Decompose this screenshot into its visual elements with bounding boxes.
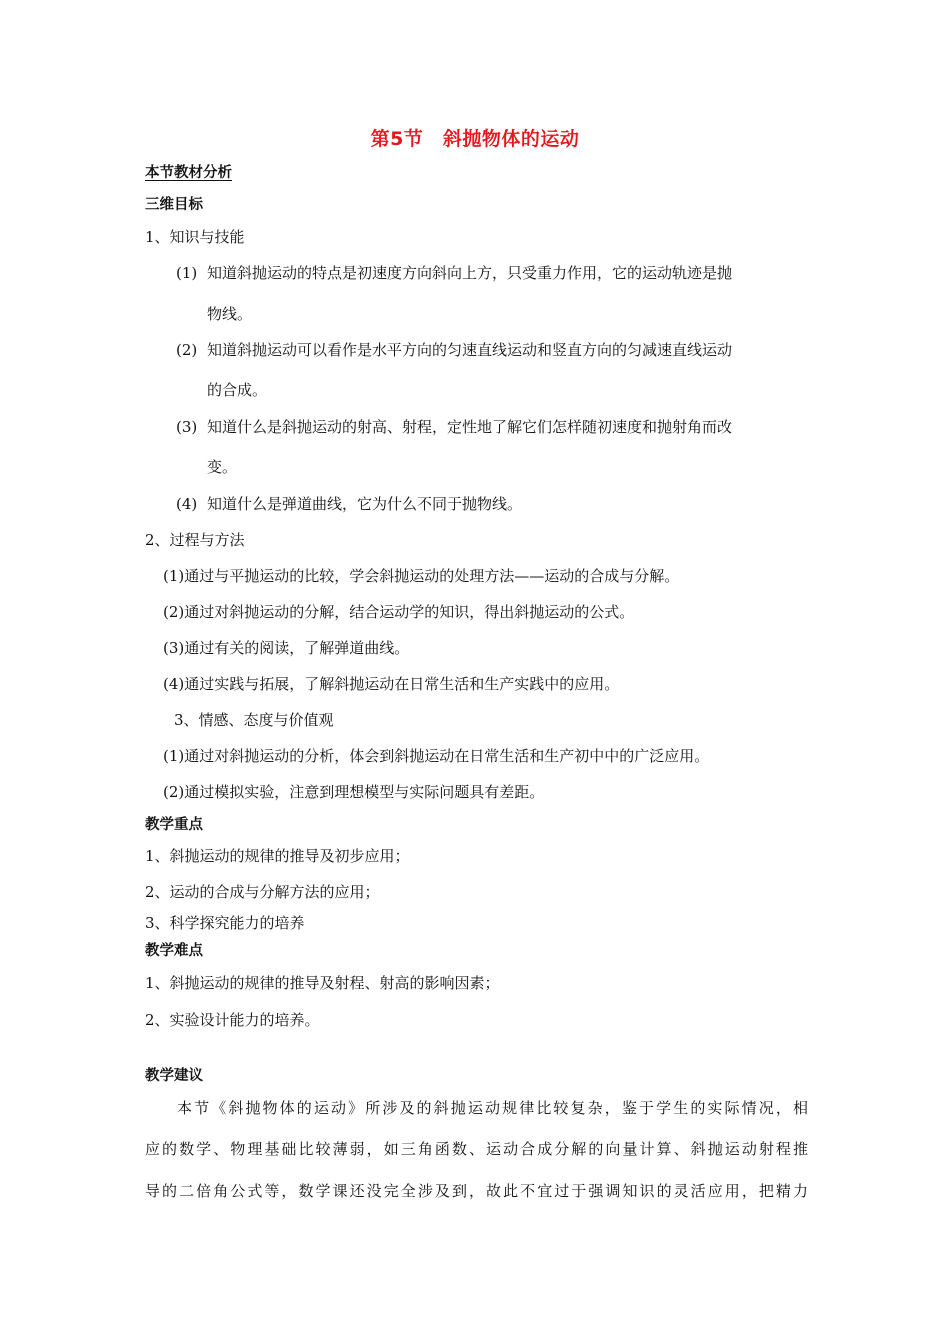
difficult-points-heading: 教学难点 (145, 943, 203, 959)
item-number: (3) (176, 418, 198, 436)
goal1-item-1-cont: 物线。 (207, 305, 253, 323)
goal3-item-2: (2)通过模拟实验，注意到理想模型与实际问题具有差距。 (163, 783, 545, 801)
goal3-item-1: (1)通过对斜抛运动的分析，体会到斜抛运动在日常生活和生产初中中的广泛应用。 (163, 747, 710, 765)
goal1-item-4 (176, 494, 522, 514)
goal2-item-4: (4)通过实践与拓展，了解斜抛运动在日常生活和生产实践中的应用。 (163, 675, 620, 693)
three-goals-heading: 三维目标 (145, 197, 203, 213)
goal2-item-1: (1)通过与平抛运动的比较，学会斜抛运动的处理方法——运动的合成与分解。 (163, 567, 680, 585)
goal2-heading: 2、过程与方法 (145, 531, 245, 549)
goal1-heading: 1、知识与技能 (145, 228, 245, 246)
goal1-item-3-cont: 变。 (207, 458, 238, 476)
goal1-item-3 (176, 417, 732, 437)
goal1-item-2 (176, 340, 732, 360)
difficult-point-1: 1、斜抛运动的规律的推导及射程、射高的影响因素； (145, 974, 500, 992)
page-title: 第5节 斜抛物体的运动 (370, 128, 580, 150)
item-text: 知道斜抛运动可以看作是水平方向的匀速直线运动和竖直方向的匀减速直线运动 (207, 341, 733, 359)
goal3-heading: 3、情感、态度与价值观 (174, 711, 334, 729)
key-point-3: 3、科学探究能力的培养 (145, 914, 305, 932)
item-number: (1) (176, 264, 198, 282)
item-number: (2) (176, 341, 198, 359)
suggestions-line-3: 导的二倍角公式等，数学课还没完全涉及到，故此不宜过于强调知识的灵活应用，把精力 (145, 1182, 808, 1200)
item-text: 知道斜抛运动的特点是初速度方向斜向上方，只受重力作用，它的运动轨迹是抛 (207, 264, 733, 282)
item-text: 知道什么是斜抛运动的射高、射程，定性地了解它们怎样随初速度和抛射角而改 (207, 418, 733, 436)
suggestions-line-2: 应的数学、物理基础比较薄弱，如三角函数、运动合成分解的向量计算、斜抛运动射程推 (145, 1140, 808, 1158)
key-point-1: 1、斜抛运动的规律的推导及初步应用； (145, 847, 410, 865)
item-number: (4) (176, 495, 198, 513)
goal1-item-1 (176, 263, 732, 283)
key-point-2: 2、运动的合成与分解方法的应用； (145, 883, 380, 901)
goal2-item-2: (2)通过对斜抛运动的分解，结合运动学的知识，得出斜抛运动的公式。 (163, 603, 635, 621)
difficult-point-2: 2、实验设计能力的培养。 (145, 1011, 320, 1029)
goal2-item-3: (3)通过有关的阅读，了解弹道曲线。 (163, 639, 410, 657)
key-points-heading: 教学重点 (145, 817, 203, 833)
item-text: 知道什么是弹道曲线，它为什么不同于抛物线。 (207, 495, 523, 513)
suggestions-heading: 教学建议 (145, 1068, 203, 1084)
goal1-item-2-cont: 的合成。 (207, 381, 268, 399)
suggestions-line-1: 本节《斜抛物体的运动》所涉及的斜抛运动规律比较复杂，鉴于学生的实际情况，相 (177, 1099, 808, 1117)
section-analysis-heading: 本节教材分析 (145, 165, 232, 181)
